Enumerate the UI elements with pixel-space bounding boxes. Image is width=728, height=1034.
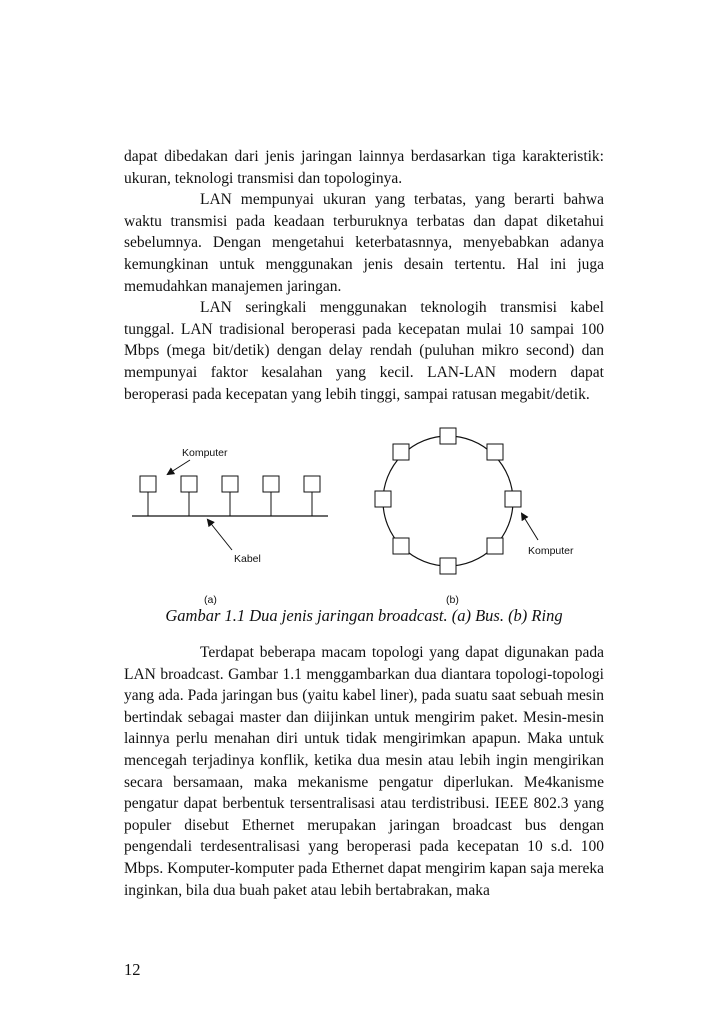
bus-topology — [132, 447, 328, 606]
body-text-bottom — [124, 642, 604, 901]
bus-computer-arrow — [168, 460, 190, 474]
ring-computer-node — [393, 444, 409, 460]
body-text-top — [124, 146, 604, 405]
bus-subfigure-label: (a) — [204, 594, 217, 606]
ring-computer-node — [487, 538, 503, 554]
figure-caption: Gambar 1.1 Dua jenis jaringan broadcast. (a) Bus. (b) Ring — [165, 606, 563, 625]
ring-computer-node — [440, 428, 456, 444]
ring-computer-node — [393, 538, 409, 554]
topology-diagram — [124, 420, 604, 610]
ring-topology — [375, 428, 574, 606]
paragraph-1: dapat dibedakan dari jenis jaringan lainnya berdasarkan tiga karakteristik: ukuran, teknologi transmisi dan topologinya. — [124, 148, 604, 187]
paragraph-3: LAN seringkali menggunakan teknologih transmisi kabel tunggal. LAN tradisional beroperasi pada kecepatan mulai 10 sampai 100 Mbps (mega bit/detik) dengan delay rendah (puluhan mikro second) dan mempunyai faktor kesalahan yang kecil. LAN-LAN modern dapat beroperasi pada kecepatan yang lebih tinggi, sampai ratusan megabit/detik. — [124, 299, 604, 403]
bus-computer-node — [263, 476, 279, 516]
ring-computer-arrow — [522, 514, 538, 540]
bus-computer-node — [181, 476, 197, 516]
paragraph-2: LAN mempunyai ukuran yang terbatas, yang berarti bahwa waktu transmisi pada keadaan terburuknya terbatas dan dapat diketahui sebelumnya. Dengan mengetahui keterbatasnnya, menyebabkan adanya kemungkinan untuk menggunakan jenis desain tertentu. Hal ini juga memudahkan manajemen jaringan. — [124, 191, 604, 295]
ring-computer-node — [440, 558, 456, 574]
page-number: 12 — [124, 960, 141, 979]
ring-computer-node — [375, 491, 391, 507]
paragraph-4: Terdapat beberapa macam topologi yang dapat digunakan pada LAN broadcast. Gambar 1.1 menggambarkan dua diantara topologi-topologi yang ada. Pada jaringan bus (yaitu kabel liner), pada suatu saat sebuah mesin bertindak sebagai master dan diijinkan untuk mengirim paket. Mesin-mesin lainnya perlu menahan diri untuk tidak mengirimkan apapun. Maka untuk mencegah terjadinya konflik, ketika dua mesin atau lebih ingin mengirikan secara bersamaan, maka mekanisme pengatur diperlukan. Me4kanisme pengatur dapat berbentuk tersentralisasi atau terdistribusi. IEEE 802.3 yang populer disebut Ethernet merupakan jaringan broadcast bus dengan pengendali terdesentralisasi yang beroperasi pada kecepatan 10 s.d. 100 Mbps. Komputer-komputer pada Ethernet dapat mengirim kapan saja mereka inginkan, bila dua buah paket atau lebih bertabrakan, maka — [124, 644, 604, 899]
bus-computer-node — [140, 476, 156, 516]
bus-computer-node — [222, 476, 238, 516]
ring-computer-node — [487, 444, 503, 460]
ring-subfigure-label: (b) — [446, 594, 459, 606]
bus-computer-label: Komputer — [182, 447, 228, 459]
figure-network-topologies — [124, 420, 604, 610]
bus-computer-node — [304, 476, 320, 516]
bus-cable-arrow — [208, 520, 232, 550]
bus-cable-label: Kabel — [234, 553, 261, 565]
ring-computer-node — [505, 491, 521, 507]
ring-computer-label: Komputer — [528, 545, 574, 557]
